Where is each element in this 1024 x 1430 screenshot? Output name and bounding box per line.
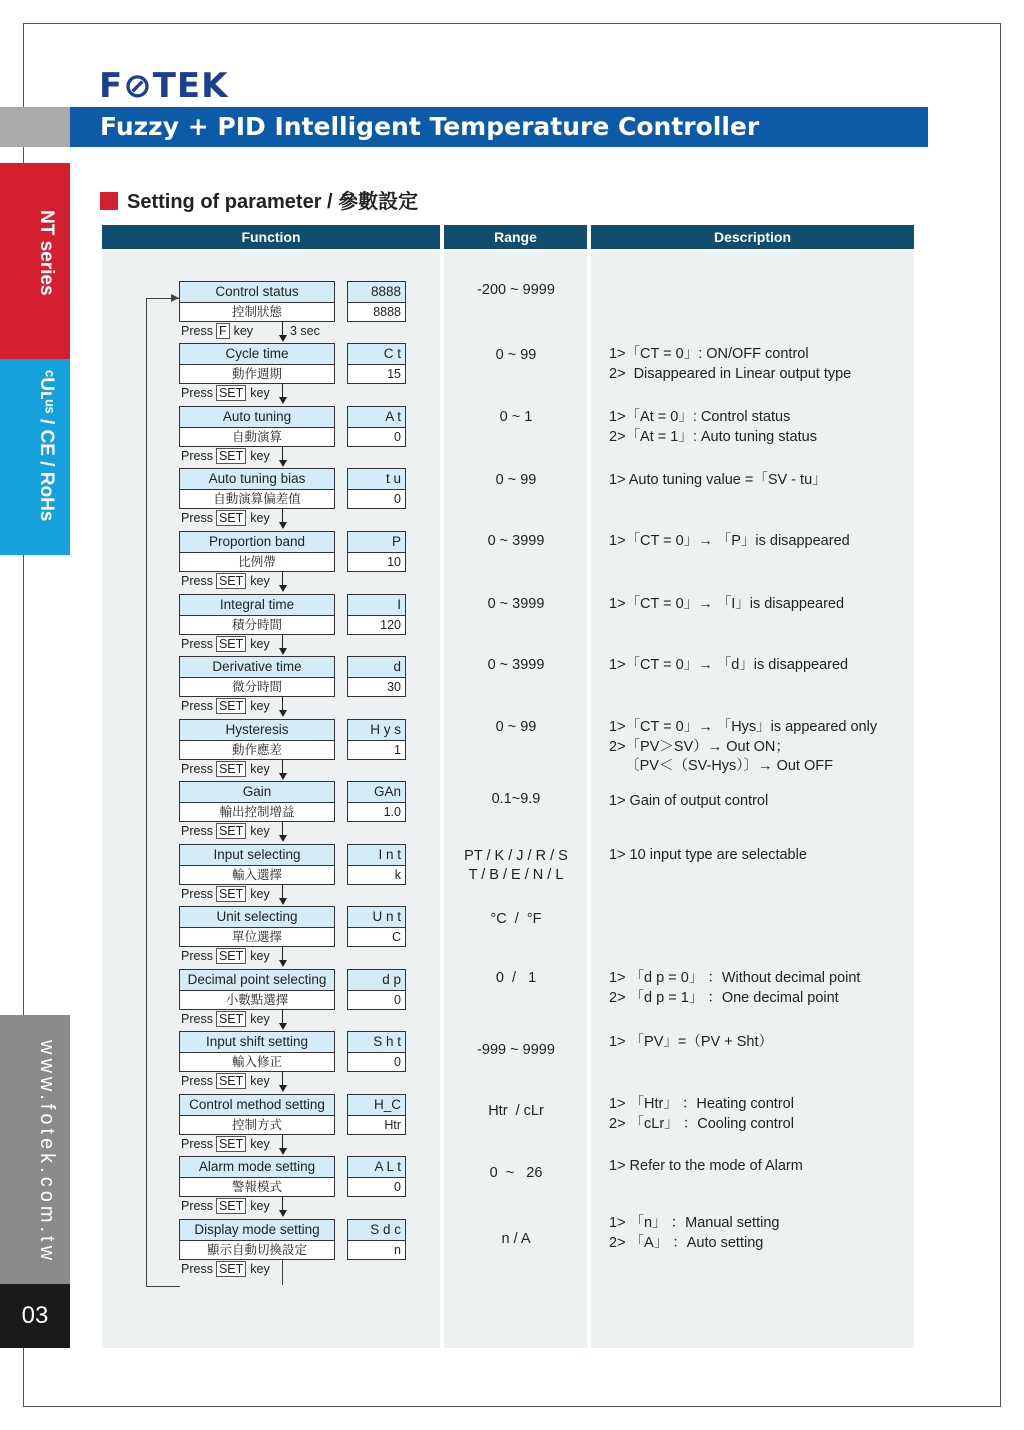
display-code: I	[348, 595, 405, 616]
press-key-instruction	[181, 1198, 270, 1214]
display-code: d	[348, 657, 405, 678]
range-value: 0 ~ 99	[495, 347, 537, 363]
page-number: 03	[0, 1284, 70, 1348]
press-label: Press	[181, 699, 213, 713]
function-name: Decimal point selecting	[180, 970, 334, 991]
key-label: SET	[216, 698, 246, 714]
key-label: SET	[216, 510, 246, 526]
key-label: SET	[216, 1011, 246, 1027]
press-key-instruction	[181, 510, 270, 526]
function-name-zh: 輸入選擇	[180, 866, 334, 884]
function-name-zh: 小數點選擇	[180, 991, 334, 1009]
press-label: Press	[181, 449, 213, 463]
down-arrow-icon	[279, 1009, 287, 1031]
function-box	[179, 1094, 335, 1135]
press-key-instruction	[181, 323, 253, 339]
press-label: Press	[181, 1199, 213, 1213]
key-label: F	[216, 323, 230, 339]
function-box	[179, 406, 335, 447]
press-label: Press	[181, 762, 213, 776]
function-name: Control status	[180, 282, 334, 303]
function-box	[179, 281, 335, 322]
press-label: Press	[181, 1137, 213, 1151]
function-box	[179, 969, 335, 1010]
default-value: Htr	[348, 1116, 405, 1134]
default-value: 1	[348, 741, 405, 759]
function-name: Unit selecting	[180, 907, 334, 928]
down-arrow-icon	[279, 321, 287, 343]
display-box	[347, 468, 406, 509]
range-value: 0.1~9.9	[491, 791, 541, 807]
down-arrow-icon	[279, 446, 287, 468]
function-name: Proportion band	[180, 532, 334, 553]
function-name: Alarm mode setting	[180, 1157, 334, 1178]
press-label: Press	[181, 511, 213, 525]
range-value: 0 ~ 99	[495, 719, 537, 735]
press-key-instruction	[181, 761, 270, 777]
function-name-zh: 控制方式	[180, 1116, 334, 1134]
function-name-zh: 警報模式	[180, 1178, 334, 1196]
key-label: SET	[216, 1261, 246, 1277]
function-column-header: Function	[102, 225, 440, 249]
key-label: SET	[216, 636, 246, 652]
page-title: Fuzzy + PID Intelligent Temperature Controller	[70, 107, 928, 147]
function-name-zh: 自動演算偏差值	[180, 490, 334, 508]
key-label: SET	[216, 761, 246, 777]
display-box	[347, 906, 406, 947]
function-name-zh: 輸入修正	[180, 1053, 334, 1071]
function-name-zh: 積分時間	[180, 616, 334, 634]
down-arrow-icon	[279, 759, 287, 781]
key-label: SET	[216, 1136, 246, 1152]
down-arrow-icon	[279, 884, 287, 906]
display-box	[347, 406, 406, 447]
section-marker-icon	[100, 192, 118, 210]
section-title: Setting of parameter / 參數設定	[127, 191, 419, 213]
default-value: 120	[348, 616, 405, 634]
down-arrow-icon	[279, 571, 287, 593]
default-value: n	[348, 1241, 405, 1259]
range-column-header: Range	[444, 225, 587, 249]
description-text: 1> 「PV」=（PV + Sht）	[609, 1034, 774, 1050]
key-suffix: key	[250, 762, 270, 776]
function-box	[179, 531, 335, 572]
key-label: SET	[216, 948, 246, 964]
press-key-instruction	[181, 385, 270, 401]
range-value: PT / K / J / R / S T / B / E / N / L	[464, 848, 568, 883]
display-box	[347, 656, 406, 697]
description-text: 1> Auto tuning value =「SV - tu」	[609, 472, 827, 488]
press-key-instruction	[181, 636, 270, 652]
press-key-instruction	[181, 448, 270, 464]
default-value: 30	[348, 678, 405, 696]
press-label: Press	[181, 887, 213, 901]
down-arrow-icon	[279, 508, 287, 530]
function-name: Hysteresis	[180, 720, 334, 741]
key-suffix: key	[250, 1074, 270, 1088]
down-arrow-icon	[279, 1071, 287, 1093]
function-name-zh: 單位選擇	[180, 928, 334, 946]
display-code: P	[348, 532, 405, 553]
display-box	[347, 781, 406, 822]
description-text: 1> Gain of output control	[609, 793, 769, 809]
display-box	[347, 594, 406, 635]
display-code: 8888	[348, 282, 405, 303]
range-value: 0 ~ 1	[499, 409, 533, 425]
press-key-instruction	[181, 1136, 270, 1152]
default-value: 0	[348, 428, 405, 446]
press-key-instruction	[181, 573, 270, 589]
press-label: Press	[181, 324, 213, 338]
function-name: Input selecting	[180, 845, 334, 866]
cert-label: ᶜUʟᵘˢ / CE / RoHs	[36, 370, 57, 522]
display-code: H_C	[348, 1095, 405, 1116]
key-suffix: key	[250, 699, 270, 713]
hold-duration: 3 sec	[290, 324, 320, 338]
range-value: -200 ~ 9999	[477, 282, 555, 298]
function-name-zh: 動作應差	[180, 741, 334, 759]
press-key-instruction	[181, 698, 270, 714]
description-text: 1>「CT = 0」→ 「Hys」is appeared only 2>「PV＞SV）→ Out ON； 〔PV＜（SV-Hys）〕→ Out OFF	[609, 719, 878, 774]
down-arrow-icon	[279, 821, 287, 843]
key-label: SET	[216, 573, 246, 589]
description-column-header: Description	[591, 225, 914, 249]
function-box	[179, 781, 335, 822]
function-name-zh: 控制狀態	[180, 303, 334, 321]
press-key-instruction	[181, 1011, 270, 1027]
press-key-instruction	[181, 1261, 270, 1277]
function-name: Auto tuning bias	[180, 469, 334, 490]
range-value: 0 ~ 26	[489, 1165, 543, 1181]
function-box	[179, 468, 335, 509]
display-box	[347, 1031, 406, 1072]
default-value: C	[348, 928, 405, 946]
down-arrow-icon	[279, 1196, 287, 1218]
display-code: H y s	[348, 720, 405, 741]
fotek-logo: F⊘TEK	[99, 66, 229, 106]
display-box	[347, 281, 406, 322]
function-box	[179, 906, 335, 947]
down-arrow-icon	[279, 696, 287, 718]
function-name: Derivative time	[180, 657, 334, 678]
range-value: n / A	[501, 1231, 531, 1247]
loop-line	[146, 298, 180, 1287]
key-label: SET	[216, 886, 246, 902]
range-value: 0 ~ 3999	[487, 533, 545, 549]
function-box	[179, 844, 335, 885]
key-suffix: key	[250, 449, 270, 463]
key-suffix: key	[250, 637, 270, 651]
range-value: 0 / 1	[495, 970, 537, 986]
default-value: 8888	[348, 303, 405, 321]
display-box	[347, 1094, 406, 1135]
function-box	[179, 343, 335, 384]
description-text: 1>「At = 0」: Control status 2>「At = 1」: Auto tuning status	[609, 409, 817, 445]
description-text: 1> 「d p = 0」 ：Without decimal point 2> 「d p = 1」 ：One decimal point	[609, 970, 861, 1006]
function-name: Input shift setting	[180, 1032, 334, 1053]
function-box	[179, 656, 335, 697]
default-value: 10	[348, 553, 405, 571]
description-text: 1>「CT = 0」→ 「I」is disappeared	[609, 596, 845, 612]
key-suffix: key	[250, 1199, 270, 1213]
press-key-instruction	[181, 886, 270, 902]
function-name: Control method setting	[180, 1095, 334, 1116]
key-suffix: key	[250, 1137, 270, 1151]
function-name: Gain	[180, 782, 334, 803]
down-arrow-icon	[279, 634, 287, 656]
description-text: 1> 10 input type are selectable	[609, 847, 807, 863]
function-name-zh: 動作週期	[180, 365, 334, 383]
description-text: 1> 「n」 ：Manual setting 2> 「A」 ：Auto setting	[609, 1215, 780, 1251]
function-box	[179, 719, 335, 760]
display-box	[347, 531, 406, 572]
default-value: 0	[348, 1053, 405, 1071]
default-value: 0	[348, 1178, 405, 1196]
description-text: 1>「CT = 0」: ON/OFF control 2> Disappeared in Linear output type	[609, 346, 852, 382]
range-value: 0 ~ 99	[495, 472, 537, 488]
key-suffix: key	[250, 887, 270, 901]
display-box	[347, 1219, 406, 1260]
function-box	[179, 594, 335, 635]
loop-arrow-icon	[171, 294, 179, 302]
range-value: -999 ~ 9999	[477, 1042, 555, 1058]
display-code: A t	[348, 407, 405, 428]
description-text: 1>「CT = 0」→ 「P」is disappeared	[609, 533, 850, 549]
default-value: 0	[348, 991, 405, 1009]
description-text: 1> Refer to the mode of Alarm	[609, 1158, 803, 1174]
press-label: Press	[181, 1012, 213, 1026]
website-label: www.fotek.com.tw	[36, 1040, 58, 1265]
key-label: SET	[216, 385, 246, 401]
display-code: A L t	[348, 1157, 405, 1178]
function-box	[179, 1219, 335, 1260]
down-arrow-icon	[279, 383, 287, 405]
key-suffix: key	[250, 1262, 270, 1276]
range-value: 0 ~ 3999	[487, 657, 545, 673]
press-label: Press	[181, 386, 213, 400]
default-value: 1.0	[348, 803, 405, 821]
range-value: 0 ~ 3999	[487, 596, 545, 612]
key-label: SET	[216, 448, 246, 464]
function-box	[179, 1031, 335, 1072]
display-code: d p	[348, 970, 405, 991]
range-value: °C / °F	[490, 911, 542, 927]
press-label: Press	[181, 574, 213, 588]
section-heading	[100, 185, 418, 214]
function-name: Integral time	[180, 595, 334, 616]
display-code: GAn	[348, 782, 405, 803]
down-arrow-icon	[279, 1134, 287, 1156]
display-code: U n t	[348, 907, 405, 928]
default-value: 15	[348, 365, 405, 383]
display-box	[347, 1156, 406, 1197]
key-label: SET	[216, 823, 246, 839]
press-label: Press	[181, 949, 213, 963]
function-name: Cycle time	[180, 344, 334, 365]
series-label: NT series	[36, 210, 57, 296]
key-suffix: key	[233, 324, 254, 338]
key-suffix: key	[250, 386, 270, 400]
display-box	[347, 343, 406, 384]
description-text: 1>「CT = 0」→ 「d」is disappeared	[609, 657, 849, 673]
press-label: Press	[181, 637, 213, 651]
press-key-instruction	[181, 1073, 270, 1089]
display-code: S d c	[348, 1220, 405, 1241]
function-box	[179, 1156, 335, 1197]
function-name-zh: 顯示自動切換設定	[180, 1241, 334, 1259]
display-code: I n t	[348, 845, 405, 866]
function-name-zh: 微分時間	[180, 678, 334, 696]
display-code: S h t	[348, 1032, 405, 1053]
display-code: t u	[348, 469, 405, 490]
default-value: 0	[348, 490, 405, 508]
display-box	[347, 844, 406, 885]
display-box	[347, 969, 406, 1010]
title-bar-accent	[0, 107, 70, 147]
press-label: Press	[181, 1262, 213, 1276]
description-text: 1> 「Htr」 ：Heating control 2> 「cLr」 ：Cooling control	[609, 1096, 794, 1132]
press-key-instruction	[181, 948, 270, 964]
key-label: SET	[216, 1198, 246, 1214]
press-label: Press	[181, 1074, 213, 1088]
range-value: Htr / cLr	[488, 1103, 544, 1119]
press-label: Press	[181, 824, 213, 838]
function-name-zh: 自動演算	[180, 428, 334, 446]
function-name: Display mode setting	[180, 1220, 334, 1241]
key-suffix: key	[250, 824, 270, 838]
key-label: SET	[216, 1073, 246, 1089]
press-key-instruction	[181, 823, 270, 839]
key-suffix: key	[250, 511, 270, 525]
key-suffix: key	[250, 574, 270, 588]
display-code: C t	[348, 344, 405, 365]
function-name-zh: 輸出控制增益	[180, 803, 334, 821]
display-box	[347, 719, 406, 760]
down-arrow-icon	[279, 946, 287, 968]
key-suffix: key	[250, 949, 270, 963]
key-suffix: key	[250, 1012, 270, 1026]
default-value: k	[348, 866, 405, 884]
function-name-zh: 比例帶	[180, 553, 334, 571]
function-name: Auto tuning	[180, 407, 334, 428]
